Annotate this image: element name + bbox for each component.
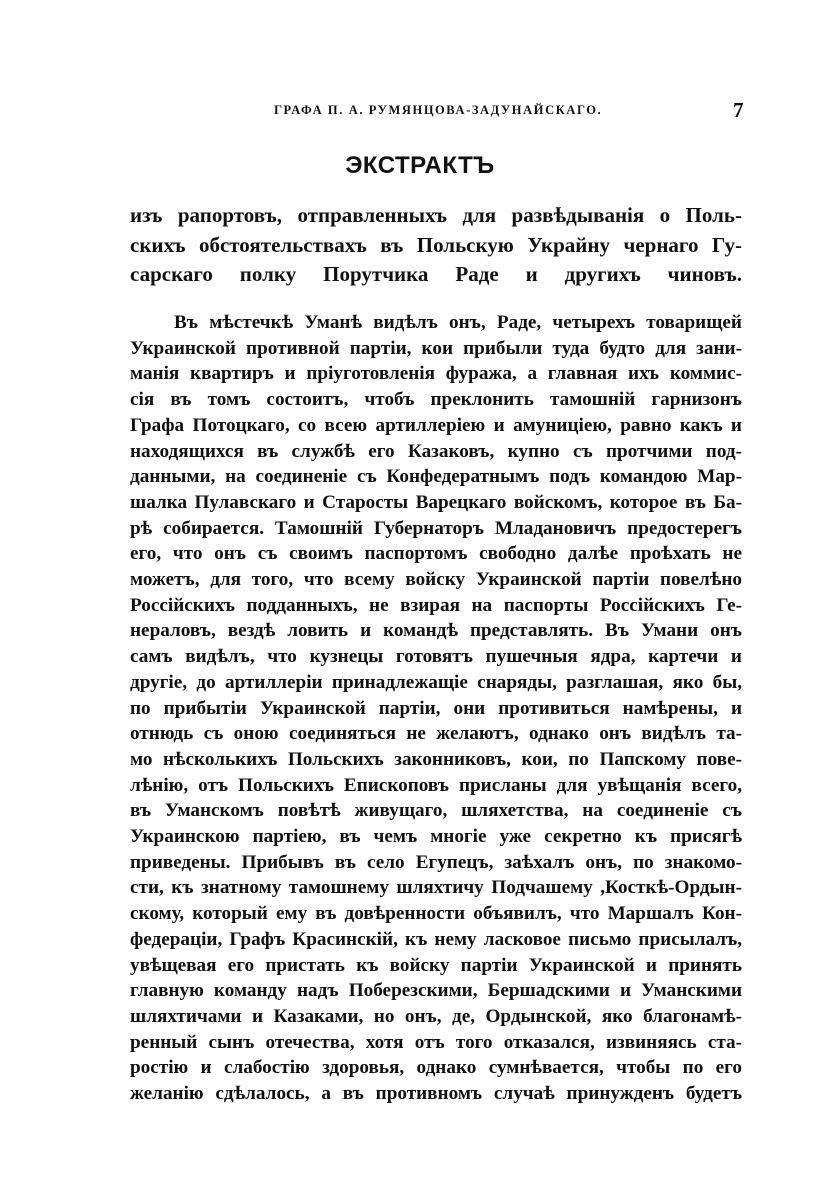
- body-line: сія въ томъ состоитъ, чтобъ преклонить тамошній гарнизонъ: [130, 389, 742, 411]
- body-line: ренный сынъ отечества, хотя отъ того отказался, извиняясь ста-: [130, 1031, 742, 1053]
- body-line: главную команду надъ Поберезскими, Бершадскими и Уманскими: [130, 980, 742, 1002]
- body-line: данными, на соединеніе съ Конфедератнымъ подъ командою Мар-: [130, 466, 742, 488]
- subtitle-line: изъ рапортовъ, отправленныхъ для развѣдыванія о Поль-: [130, 203, 742, 227]
- subtitle-line: сарскаго полку Порутчика Раде и другихъ чиновъ.: [130, 262, 742, 286]
- document-title: ЭКСТРАКТЪ: [345, 152, 495, 179]
- body-line: мо нѣсколькихъ Польскихъ законниковъ, кои, по Папскому пове-: [130, 748, 742, 770]
- body-line: Украинской противной партіи, кои прибыли туда будто для зани-: [130, 337, 742, 359]
- running-head: ГРАФА П. А. РУМЯНЦОВА-ЗАДУНАЙСКАГО.: [274, 103, 603, 117]
- body-line: Россійскихъ подданныхъ, не взирая на паспорты Россійскихъ Ге-: [130, 594, 742, 616]
- body-line: желанію сдѣлалось, а въ противномъ случаѣ принужденъ будетъ: [130, 1083, 742, 1105]
- body-line: приведены. Прибывъ въ село Егупецъ, заѣхалъ онъ, по знакомо-: [130, 851, 742, 873]
- body-line: ростію и слабостію здоровья, однако сумнѣвается, чтобы по его: [130, 1057, 742, 1079]
- subtitle-line: скихъ обстоятельствахъ въ Польскую Украйну чернаго Гу-: [130, 232, 742, 257]
- body-line: его, что онъ съ своимъ паспортомъ свободно далѣе проѣхать не: [130, 543, 742, 565]
- body-line: шалка Пулавскаго и Старосты Варецкаго войскомъ, которое въ Ба-: [130, 491, 742, 513]
- body-line: рѣ собирается. Тамошній Губернаторъ Младановичъ предостерегъ: [130, 517, 742, 539]
- body-line: находящихся въ службѣ его Казаковъ, купно съ протчими под-: [130, 440, 742, 462]
- body-text: [130, 310, 742, 1107]
- body-line: Въ мѣстечкѣ Уманѣ видѣлъ онъ, Раде, четырехъ товарищей: [174, 312, 742, 333]
- subtitle: [130, 201, 742, 290]
- body-line: шляхтичами и Казаками, но онъ, де, Ордынской, яко благонамѣ-: [130, 1005, 742, 1027]
- body-line: по прибытіи Украинской партіи, они противиться намѣрены, и: [130, 697, 742, 719]
- body-line: нераловъ, вездѣ ловить и командѣ представлять. Въ Умани онъ: [130, 620, 742, 642]
- body-line: Украинскою партіею, въ чемъ многіе уже секретно къ присягѣ: [130, 826, 742, 848]
- body-line: лѣнію, отъ Польскихъ Епископовъ присланы для увѣщанія всего,: [130, 774, 742, 796]
- body-line: увѣщевая его пристать къ войску партіи Украинской и принять: [130, 954, 742, 976]
- page-number: 7: [733, 98, 744, 122]
- body-line: другіе, до артиллеріи принадлежащіе снаряды, разглашая, яко бы,: [130, 671, 742, 693]
- body-line: можетъ, для того, что всему войску Украинской партіи повелѣно: [130, 569, 742, 591]
- body-line: скому, который ему въ довѣренности объявилъ, что Маршалъ Кон-: [130, 903, 742, 925]
- body-line: самъ видѣлъ, что кузнецы готовятъ пушечныя ядра, картечи и: [130, 646, 742, 668]
- body-line: сти, къ знатному тамошнему шляхтичу Подчашему ,Косткѣ-Ордын-: [130, 877, 742, 899]
- body-line: отнюдь съ оною соединяться не желаютъ, однако онъ видѣлъ та-: [130, 723, 742, 745]
- body-line: въ Уманскомъ повѣтѣ живущаго, шляхетства, на соединеніе съ: [130, 800, 742, 822]
- body-line: федераціи, Графъ Красинскій, къ нему ласковое письмо присылалъ,: [130, 928, 742, 950]
- body-line: манія квартиръ и пріуготовленія фуража, а главная ихъ коммис-: [130, 363, 742, 385]
- body-line: Графа Потоцкаго, со всею артиллеріею и амуниціею, равно какъ и: [130, 414, 742, 436]
